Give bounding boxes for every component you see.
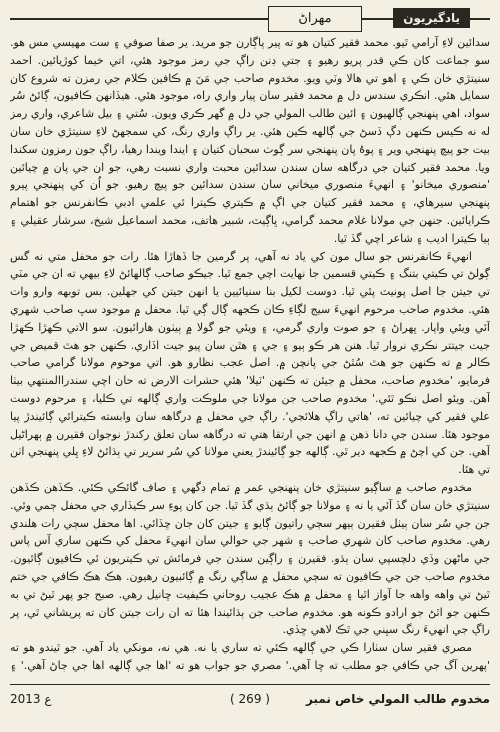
paragraph: انهيءَ ڪانفرنس جو سال مون کي ياد نه آهي، پر گرمين جا ڏهاڙا هئا. رات جو محفل متي نه گس ڳولڻ تي ڪيتي بتنگ ۽ ڪيتي قسمين جا نهايت اچي جمع ٿيا. جيڪو صاحب ڳالهائڻ لاءِ بيهي ته ان جي مٽي تي جيتن جا اصل پونيٽ پئي ٿيا. دوست لکيل بنا سنيائيين يا انهن جيتن کي جهلين. بس توبهه وارو وات هئي. مخدوم صاحب مرحوم انهيءَ سيج لڳاءِ ڪان ڪجهه ڳال ڳي ٿيا. محفل ۾ موجود سڀ صاحب شهري آئي ويئي واپار. ڀهراڻ ۽ جو صوت واري گرمي، ۽ ويئي جو گولا ۾ ٻيٺون هارائيون. سو الاتي ڪهڙا ڪهڙا جيت جيتتر نڪري نروار ٿيا. هنن هر ڪو ٻيو ۽ جي ۽ هٿن سان پيو جيت اڏاري. ڪنهن جو هٿ قميص جي ڪالر ۾ ته ڪنهن جو هٿ سُٿڻ جي پانچن ۾. اصل عجب نظارو هو. اتي موحوم مولانا گرامي صاحب فرمايو، 'مخدوم صاحب، محفل ۾ جيئن ته ڪنهن 'ٽيلا' هئي حشرات الارض ته حان اچي سندراالمنتهي بيٺا آهن. ويئو اصل نڪو ٿئي.' مخدوم صاحب جن مولانا جي ملوڪت واري ڳالهه تي ڪليا، ۽ مرحوم دوست علي فقير کي چيائين ته، 'هاتي راڳ هلائجي'. راڳ جي محفل ۾ درگاهه سان وابسته ڪيترائي ڳائيندڙ پيا موجود هئا. سندن جي دانا ذهن ۾ انهن جي ارتقا هتي ته درگاهه سان تعلق رکندڙ نوجوان فقيرن ۾ ٻهراڻيل آهي. جن کي اچڻ ۾ ڪجهه دير ٿي. ڳالهه جو ڳائيندڙ يعني مولانا کي سُر سرير تي ٻڌائڻ لاءِ ڀلي پنهنجي اٺن تي هئا. <box>10 249 490 477</box>
paragraph: سدائين لاءِ آرامي ٿيو. محمد فقير کتيان هو ته پير پاڳارن جو مريد. ير صفا صوفي ۽ ست مهيسي مس هو. سو جماعت کان ڪي قدر پريو رهيو ۽ جتي ڊنن راڳ جي رمز موجود هئي، اتي خيما کوڙيائين. احمد سنيتڙي خان ڪي ۽ اهو تي هالا وٽي ويو. مخدوم صاحب جي مَنَ ۾ ڪافين ڪلام جي رمزن ته شروع کان سمايل هئي. انڪري سندس دل ۾ محمد فقير سان پيار واري راه، موجود هئي. هيڏانهن ڪافيون، ڳائڻ سُر سواد، اهي پنهنجي ڳالهيون ۽ ائين طالب المولي جي دل ۾ گهر ڪري ويون. سُتي ۽ بيل شاعري، واري رمز له نه ڪيس ڪنهن دڳ ڏسڻ جي ڳالهه ڪين هئي. ير راڳ واري رنگ، کي سمجهڻ لاءِ سنيتڙي خان سان بيت جو پيچ پنهنجي وير ۽ پوهُ پان پنهنجي سر ڳوٺ سحبان کتيان ۽ ايندا ويندا رهيا، راڳ جون رمزون سکندا ويا. محمد فقير کتيان جي درگاهه سان سندن سدائين محبت واري نسبت رهي، جو ان جي پان ۾ چيائين 'منصوري ميخانو' ۽ انهيءَ منصوري ميخاني سان سندن سدائين جو پيچ رهيو. جو اُن کي پنهنجي پيرو پنهنجي سيرهاي، ۽ محمد فقير کتيان جي اڳ ۾ ڪيتري ڪيترا ئي علمي ادبي ڪانفرنس جو اهتمام ڪرايائين. جنهن جي مولانا غلام محمد گرامي، ڀاڳيٽ، شبير هاتف، محمد اسماعيل شيخ، سرشار عقيلي ۽ ٻيا ڪيترا اديب ۽ شاعر اچي گڏ ٿيا. <box>10 36 490 245</box>
paragraph: مصري فقير سان سٺارا ڪي جي ڳالهه ڪئي ته ساري يا نه. هي نه، مونکي ياد آهي. جو ٿيندو هو ته 'پهرين آگ جي ڪافي جو مطلب ته ڇا آهي.' مصري جو جواب هو ته 'اها جي ڳالهه اها جي ڄاڻ آهي.' ۽ <box>10 641 490 672</box>
article-body <box>10 34 490 674</box>
magazine-logo: مهراڻ <box>268 6 362 32</box>
footer-rule <box>10 684 490 685</box>
section-title: يادگيريون <box>393 8 470 28</box>
paragraph: مخدوم صاحب ۾ ساڳيو سنيتڙي خان پنهنجي عمر ۾ تمام ڊگهي ۽ صاف گائڪي ڪئي. ڪڏهن ڪڏهن سنيتڙي خان سان گڏ آئي يا نه ۽ مولانا جو ڳائڻ ٻڌي گڏ ٿيا. جن کان پوءِ سر ڪيڏاري جي محفل ڄمي وئي. جن جي سُر سان ٻيٺل فقيرن ٻيهر سڄي راتيون ڳايو ۽ جيتن کان جان ڇڏائي. اها محفل سڄي رات هلندي رهي. مخدوم صاحب کان شهري صاحب ۽ شهر جي حوالي سان انهيءَ محفل کي ڪنهن ساري آس پاس جي ماڻهن وڏي دلچسپي سان ٻڌو. فقيرن ۽ راڳين سندن جي فرمائش تي ڪيتريون ئي ڪافيون ڳائيون. مخدوم صاحب جن جي ڪافيون ته سڄي محفل ۾ ساڳي رنگ ۾ ڳائبيون رهيون. هڪ هڪ ڪافي جي ختم ٿيڻ تي واهه واهه جا آواز اٿيا ۽ محفل ۾ هڪ عجيب روحاني ڪيفيت ڇانيل رهي. صبح جو پهر ٿيڻ تي به ڪنهن جو اٿڻ جو ارادو ڪونه هو. مخدوم صاحب جن ٻڌائيندا هئا ته ان رات جيتن کان ته پريشاني ٿي، پر راڳ جي انهيءَ رنگ سڀني جي ٿڪ لاهي ڇڏي. <box>10 480 490 637</box>
magazine-issue-title: مخدوم طالب المولي خاص نمبر <box>305 692 490 706</box>
page-number: ( 269 ) <box>230 692 270 706</box>
page-header <box>10 6 490 32</box>
issue-year: 2013 ع <box>10 692 52 706</box>
page-footer <box>10 684 490 720</box>
